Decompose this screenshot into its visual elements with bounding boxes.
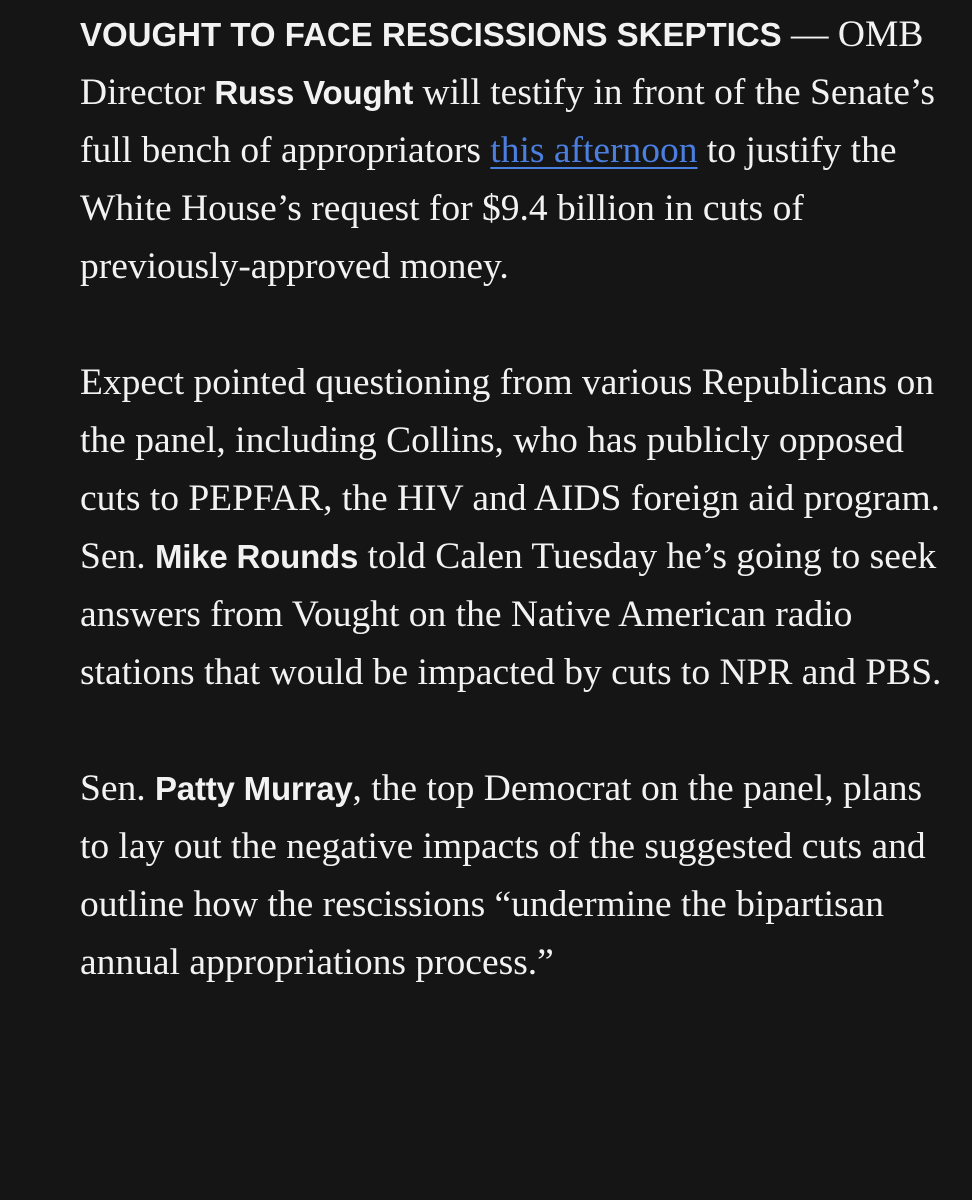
murray-text-b: , the top Democrat on the panel, plans to lay out the negative impacts of the suggested cuts and outline how the rescissions “undermine the bipartisan annual appropriations process.” [80, 768, 926, 983]
murray-text-a: Sen. [80, 768, 155, 809]
questioning-text-b: told Calen Tuesday he’s going to seek answers from Vought on the Native American radio stations that would be impacted by cuts to NPR and PBS. [80, 536, 942, 693]
name-mike-rounds: Mike Rounds [155, 538, 359, 575]
intro-text-b: to justify the White House’s request for $9.4 billion in cuts of previously-approved money. [80, 130, 897, 287]
paragraph-murray [80, 760, 960, 992]
name-russ-vought: Russ Vought [214, 74, 414, 111]
paragraph-intro [80, 0, 960, 296]
questioning-text-a: Expect pointed questioning from various Republicans on the panel, including Collins, who has publicly opposed cuts to PEPFAR, the HIV and AIDS foreign aid program. Sen. [80, 362, 940, 577]
paragraph-questioning [80, 354, 960, 702]
name-patty-murray: Patty Murray [155, 770, 353, 807]
this-afternoon-link[interactable]: this afternoon [490, 130, 698, 171]
intro-dash-text: — OMB Director [80, 14, 924, 113]
intro-text-a: will testify in front of the Senate’s full bench of appropriators [80, 72, 935, 171]
headline: VOUGHT TO FACE RESCISSIONS SKEPTICS [80, 16, 782, 53]
article-body [80, 0, 960, 992]
